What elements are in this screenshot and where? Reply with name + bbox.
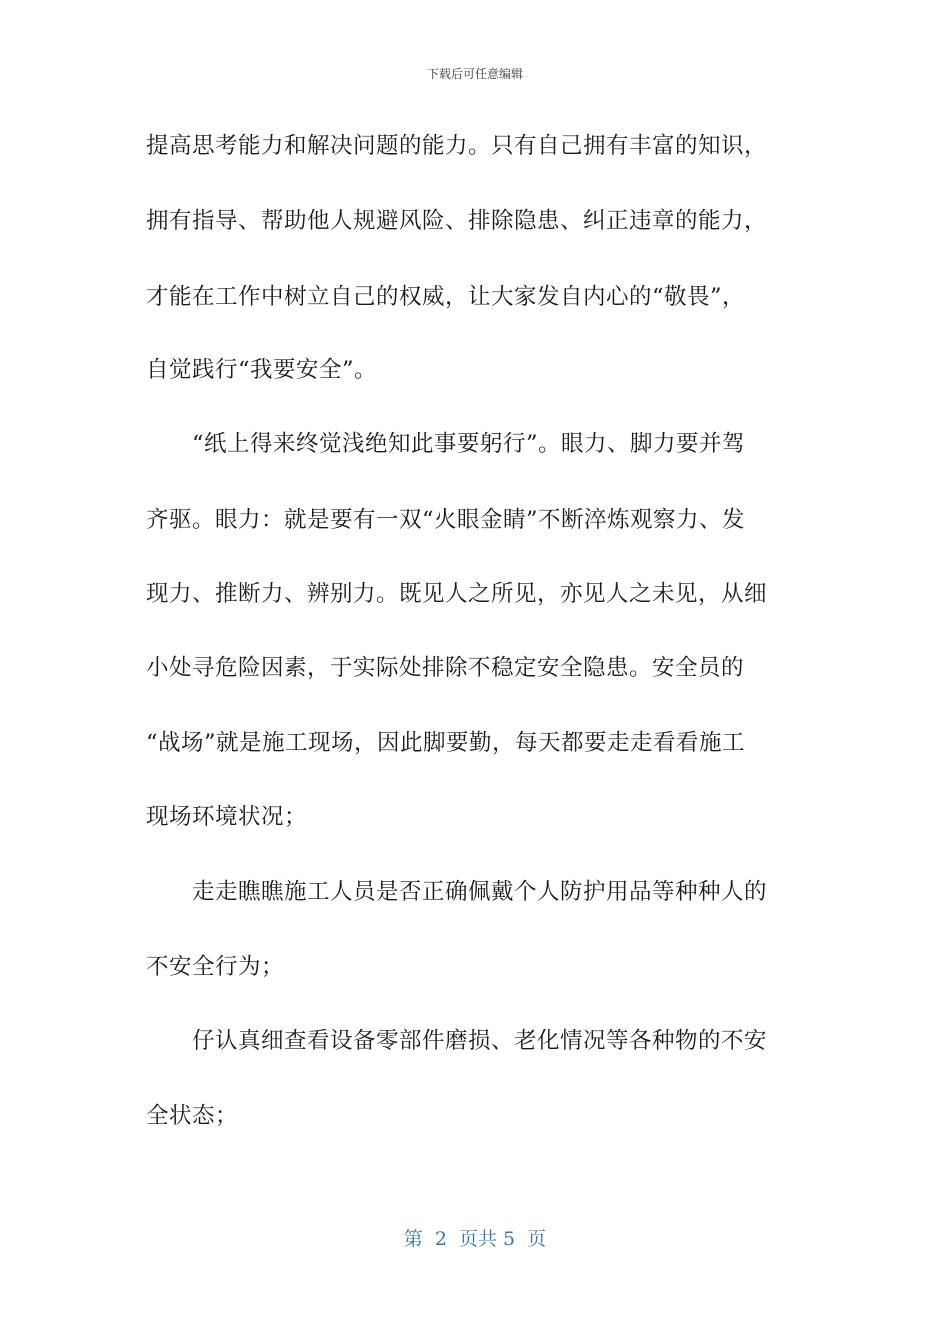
body-line: 全状态； bbox=[146, 1103, 239, 1129]
body-line: 不安全行为； bbox=[146, 954, 285, 980]
body-line: 自觉践行“我要安全”。 bbox=[146, 357, 378, 383]
body-line: “纸上得来终觉浅绝知此事要躬行”。眼力、脚力要并驾 bbox=[146, 431, 746, 457]
page-number: 第 2 页共 5 页 bbox=[403, 1228, 547, 1250]
body-line: 现场环境状况； bbox=[146, 804, 308, 830]
body-line: 小处寻危险因素，于实际处排除不稳定安全隐患。安全员的 bbox=[146, 655, 745, 681]
body-line: “战场”就是施工现场，因此脚要勤，每天都要走走看看施工 bbox=[146, 730, 746, 756]
body-line: 提高思考能力和解决问题的能力。只有自己拥有丰富的知识， bbox=[146, 133, 768, 159]
body-line: 现力、推断力、辨别力。既见人之所见，亦见人之未见，从细 bbox=[146, 581, 768, 607]
body-line: 拥有指导、帮助他人规避风险、排除隐患、纠正违章的能力， bbox=[146, 208, 768, 234]
body-line: 齐驱。眼力：就是要有一双“火眼金睛”不断淬炼观察力、发 bbox=[146, 507, 746, 533]
body-line: 仔认真细查看设备零部件磨损、老化情况等各种物的不安 bbox=[146, 1028, 768, 1054]
page-header: 下载后可任意编辑 bbox=[426, 67, 523, 81]
body-line: 才能在工作中树立自己的权威，让大家发自内心的“敬畏”， bbox=[146, 284, 746, 310]
body-line: 走走瞧瞧施工人员是否正确佩戴个人防护用品等种种人的 bbox=[146, 879, 768, 905]
